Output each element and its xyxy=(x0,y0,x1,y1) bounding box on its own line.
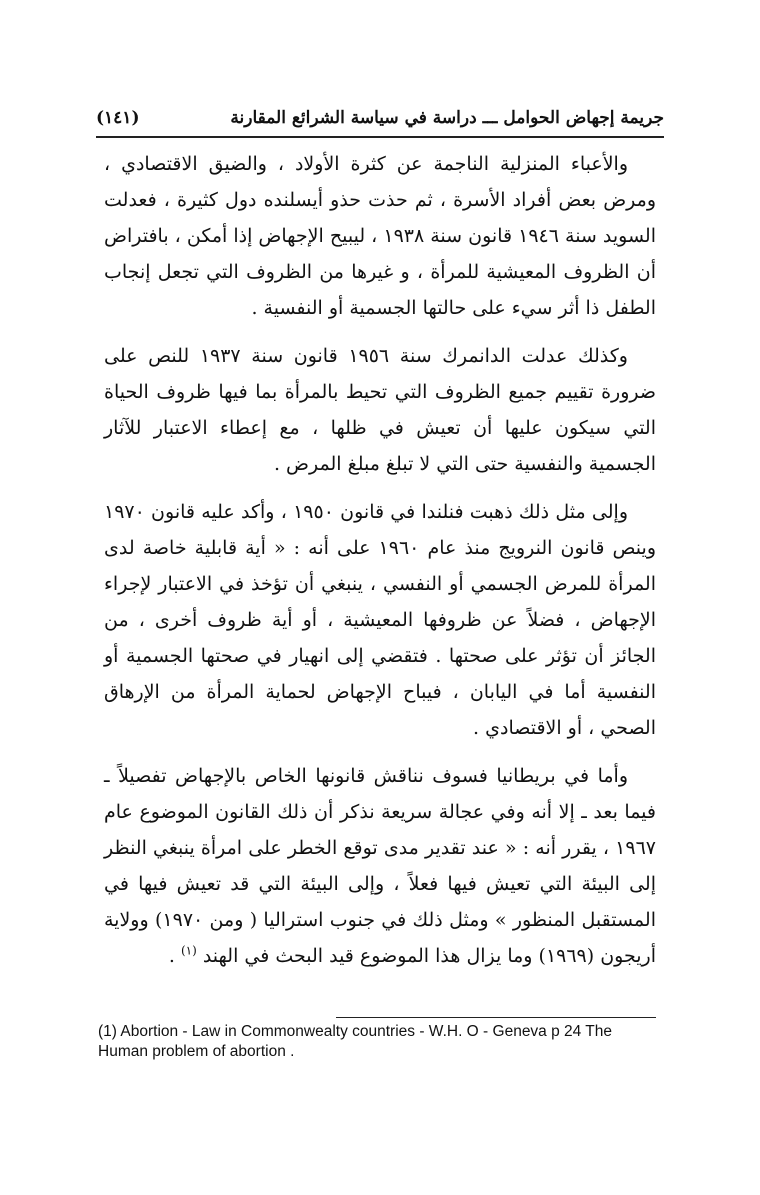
paragraph-tail: . xyxy=(168,945,181,967)
footnote: (1) Abortion - Law in Commonwealty countries - W.H. O - Geneva p 24 The Human problem of abortion . xyxy=(98,1023,613,1060)
page-number: (١٤١) xyxy=(96,108,140,128)
paragraph-text: وأما في بريطانيا فسوف نناقش قانونها الخاص بالإجهاض تفصيلاً ـ فيما بعد ـ إلا أنه وفي عجالة سريعة نذكر أن ذلك القانون الموضوع عام ١٩٦٧ ، يقرر أنه : « عند تقدير مدى توقع الخطر على امرأة ينبغي النظر إلى البيئة التي تعيش فيها فعلاً ، وإلى البيئة التي قد تعيش فيها في المستقبل المنظور » ومثل ذلك في جنوب استراليا ( ومن ١٩٧٠) وولاية أريجون (١٩٦٩) وما يزال هذا الموضوع قيد البحث في الهند xyxy=(104,765,656,967)
paragraph: وكذلك عدلت الدانمرك سنة ١٩٥٦ قانون سنة ١٩٣٧ للنص على ضرورة تقييم جميع الظروف التي تحيط بالمرأة بما فيها ظروف الحياة التي سيكون عليها أن تعيش في ظلها ، مع إعطاء الاعتبار للآثار الجسمية والنفسية حتى التي لا تبلغ مبلغ المرض . xyxy=(104,345,656,475)
footnote-divider xyxy=(336,1017,656,1018)
paragraph xyxy=(104,758,656,974)
footnote-reference: (١) xyxy=(180,943,197,958)
body-text xyxy=(104,146,656,986)
running-header xyxy=(96,100,664,138)
paragraph: والأعباء المنزلية الناجمة عن كثرة الأولاد ، والضيق الاقتصادي ، ومرض بعض أفراد الأسرة ، ثم حذت حذو أيسلنده دول كثيرة ، فعدلت السويد سنة ١٩٤٦ قانون سنة ١٩٣٨ ، ليبيح الإجهاض إذا أمكن ، بافتراض أن الظروف المعيشية للمرأة ، و غيرها من الظروف التي تجعل إنجاب الطفل ذا أثر سيء على حالتها الجسمية أو النفسية . xyxy=(104,153,657,319)
header-title: جريمة إجهاض الحوامل ـــ دراسة في سياسة الشرائع المقارنة xyxy=(230,108,664,128)
paragraph: وإلى مثل ذلك ذهبت فنلندا في قانون ١٩٥٠ ، وأكد عليه قانون ١٩٧٠ وينص قانون النرويج منذ عام ١٩٦٠ على أنه : « أية قابلية خاصة لدى المرأة للمرض الجسمي أو النفسي ، ينبغي أن تؤخذ في الاعتبار لإجراء الإجهاض ، فضلاً عن ظروفها المعيشية ، أو أية ظروف أخرى ، من الجائز أن تؤثر على صحتها . فتقضي إلى انهيار في صحتها الجسمية أو النفسية أما في اليابان ، فيباح الإجهاض لحماية المرأة من الإرهاق الصحي ، أو الاقتصادي . xyxy=(104,501,656,739)
